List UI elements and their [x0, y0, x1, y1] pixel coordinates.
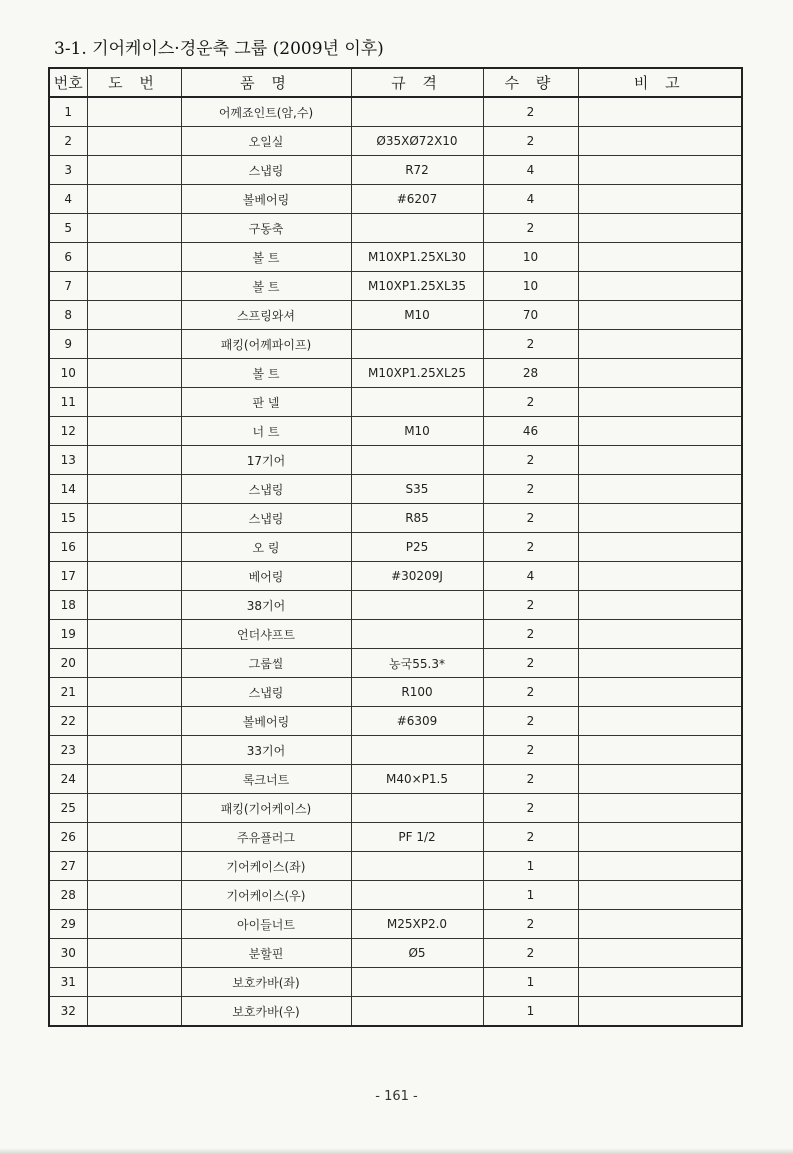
cell-spec [351, 330, 483, 359]
cell-part-name: 기어케이스(우) [181, 881, 351, 910]
cell-spec [351, 997, 483, 1027]
cell-spec: M10 [351, 301, 483, 330]
cell-spec: M10XP1.25XL35 [351, 272, 483, 301]
cell-qty: 2 [483, 504, 578, 533]
cell-qty: 10 [483, 272, 578, 301]
cell-no: 8 [49, 301, 87, 330]
cell-spec: S35 [351, 475, 483, 504]
cell-qty: 2 [483, 446, 578, 475]
cell-remarks [578, 185, 742, 214]
cell-spec: M10XP1.25XL30 [351, 243, 483, 272]
table-header-row [49, 68, 742, 97]
cell-qty: 2 [483, 330, 578, 359]
cell-spec: M10 [351, 417, 483, 446]
cell-spec [351, 446, 483, 475]
cell-qty: 1 [483, 968, 578, 997]
cell-remarks [578, 736, 742, 765]
cell-remarks [578, 127, 742, 156]
cell-spec: Ø5 [351, 939, 483, 968]
cell-spec: #30209J [351, 562, 483, 591]
cell-drawing-no [87, 794, 181, 823]
table-row [49, 678, 742, 707]
cell-spec [351, 388, 483, 417]
cell-drawing-no [87, 997, 181, 1027]
page-title: 3-1. 기어케이스·경운축 그룹 (2009년 이후) [54, 39, 384, 59]
cell-remarks [578, 301, 742, 330]
header-spec: 규 격 [351, 68, 483, 97]
cell-qty: 2 [483, 649, 578, 678]
cell-drawing-no [87, 939, 181, 968]
cell-drawing-no [87, 243, 181, 272]
table-row [49, 127, 742, 156]
cell-spec: Ø35XØ72X10 [351, 127, 483, 156]
cell-drawing-no [87, 881, 181, 910]
header-remarks: 비 고 [578, 68, 742, 97]
cell-part-name: 스냅링 [181, 156, 351, 185]
cell-spec [351, 881, 483, 910]
table-row [49, 97, 742, 127]
cell-part-name: 록크너트 [181, 765, 351, 794]
cell-remarks [578, 881, 742, 910]
cell-qty: 1 [483, 881, 578, 910]
cell-drawing-no [87, 185, 181, 214]
cell-qty: 2 [483, 939, 578, 968]
cell-part-name: 베어링 [181, 562, 351, 591]
table-row [49, 910, 742, 939]
cell-qty: 2 [483, 707, 578, 736]
cell-part-name: 오일실 [181, 127, 351, 156]
cell-remarks [578, 533, 742, 562]
table-row [49, 794, 742, 823]
table-row [49, 533, 742, 562]
cell-remarks [578, 910, 742, 939]
cell-qty: 2 [483, 475, 578, 504]
cell-spec [351, 794, 483, 823]
cell-remarks [578, 388, 742, 417]
cell-drawing-no [87, 301, 181, 330]
cell-part-name: 판 넬 [181, 388, 351, 417]
cell-part-name: 스냅링 [181, 504, 351, 533]
cell-no: 4 [49, 185, 87, 214]
table-row [49, 301, 742, 330]
cell-part-name: 스프링와셔 [181, 301, 351, 330]
cell-spec [351, 620, 483, 649]
cell-spec: R100 [351, 678, 483, 707]
cell-remarks [578, 620, 742, 649]
table-row [49, 562, 742, 591]
table-row [49, 330, 742, 359]
table-row [49, 881, 742, 910]
header-drawing-no: 도 번 [87, 68, 181, 97]
table-row [49, 591, 742, 620]
table-row [49, 359, 742, 388]
cell-no: 5 [49, 214, 87, 243]
cell-part-name: 너 트 [181, 417, 351, 446]
cell-drawing-no [87, 359, 181, 388]
cell-drawing-no [87, 504, 181, 533]
cell-remarks [578, 475, 742, 504]
cell-part-name: 보호카바(우) [181, 997, 351, 1027]
cell-no: 6 [49, 243, 87, 272]
cell-remarks [578, 272, 742, 301]
cell-no: 10 [49, 359, 87, 388]
cell-remarks [578, 794, 742, 823]
cell-no: 15 [49, 504, 87, 533]
table-row [49, 765, 742, 794]
header-no: 번호 [49, 68, 87, 97]
cell-spec: R85 [351, 504, 483, 533]
cell-spec: PF 1/2 [351, 823, 483, 852]
cell-qty: 2 [483, 794, 578, 823]
cell-part-name: 보호카바(좌) [181, 968, 351, 997]
cell-remarks [578, 765, 742, 794]
cell-spec: M40×P1.5 [351, 765, 483, 794]
cell-remarks [578, 97, 742, 127]
table-row [49, 939, 742, 968]
cell-drawing-no [87, 562, 181, 591]
cell-part-name: 기어케이스(좌) [181, 852, 351, 881]
table-row [49, 620, 742, 649]
cell-no: 19 [49, 620, 87, 649]
cell-drawing-no [87, 649, 181, 678]
table-row [49, 214, 742, 243]
cell-qty: 70 [483, 301, 578, 330]
cell-part-name: 볼 트 [181, 359, 351, 388]
cell-remarks [578, 417, 742, 446]
cell-qty: 2 [483, 910, 578, 939]
cell-drawing-no [87, 707, 181, 736]
cell-drawing-no [87, 97, 181, 127]
cell-qty: 10 [483, 243, 578, 272]
cell-drawing-no [87, 330, 181, 359]
cell-part-name: 오 링 [181, 533, 351, 562]
cell-remarks [578, 707, 742, 736]
cell-no: 22 [49, 707, 87, 736]
cell-no: 18 [49, 591, 87, 620]
table-row [49, 417, 742, 446]
cell-part-name: 어께죠인트(암,수) [181, 97, 351, 127]
cell-no: 11 [49, 388, 87, 417]
cell-remarks [578, 939, 742, 968]
table-row [49, 243, 742, 272]
table-body [49, 97, 742, 1026]
cell-part-name: 아이들너트 [181, 910, 351, 939]
cell-drawing-no [87, 533, 181, 562]
cell-remarks [578, 649, 742, 678]
cell-qty: 2 [483, 97, 578, 127]
cell-qty: 2 [483, 620, 578, 649]
cell-no: 24 [49, 765, 87, 794]
cell-spec [351, 97, 483, 127]
cell-remarks [578, 852, 742, 881]
cell-qty: 4 [483, 562, 578, 591]
header-part-name: 품 명 [181, 68, 351, 97]
table-row [49, 156, 742, 185]
cell-remarks [578, 330, 742, 359]
cell-no: 30 [49, 939, 87, 968]
cell-remarks [578, 968, 742, 997]
cell-remarks [578, 591, 742, 620]
cell-no: 14 [49, 475, 87, 504]
cell-drawing-no [87, 678, 181, 707]
cell-qty: 2 [483, 678, 578, 707]
cell-qty: 1 [483, 852, 578, 881]
cell-drawing-no [87, 910, 181, 939]
cell-part-name: 패킹(기어케이스) [181, 794, 351, 823]
cell-drawing-no [87, 127, 181, 156]
table-row [49, 852, 742, 881]
cell-spec: M10XP1.25XL25 [351, 359, 483, 388]
cell-spec: P25 [351, 533, 483, 562]
cell-part-name: 스냅링 [181, 475, 351, 504]
cell-part-name: 볼 트 [181, 272, 351, 301]
cell-no: 1 [49, 97, 87, 127]
cell-spec [351, 852, 483, 881]
table-row [49, 475, 742, 504]
cell-drawing-no [87, 968, 181, 997]
cell-no: 26 [49, 823, 87, 852]
table-row [49, 707, 742, 736]
cell-part-name: 17기어 [181, 446, 351, 475]
cell-part-name: 그룹씰 [181, 649, 351, 678]
cell-qty: 2 [483, 533, 578, 562]
cell-part-name: 볼베어링 [181, 185, 351, 214]
cell-drawing-no [87, 475, 181, 504]
cell-drawing-no [87, 446, 181, 475]
cell-part-name: 33기어 [181, 736, 351, 765]
cell-spec [351, 591, 483, 620]
cell-remarks [578, 214, 742, 243]
cell-spec: #6207 [351, 185, 483, 214]
cell-drawing-no [87, 417, 181, 446]
cell-no: 31 [49, 968, 87, 997]
cell-drawing-no [87, 823, 181, 852]
table-row [49, 997, 742, 1027]
cell-part-name: 패킹(어께파이프) [181, 330, 351, 359]
cell-qty: 2 [483, 388, 578, 417]
cell-no: 17 [49, 562, 87, 591]
table-row [49, 388, 742, 417]
cell-qty: 2 [483, 591, 578, 620]
cell-drawing-no [87, 852, 181, 881]
cell-spec [351, 736, 483, 765]
cell-spec: #6309 [351, 707, 483, 736]
cell-spec: M25XP2.0 [351, 910, 483, 939]
table-row [49, 823, 742, 852]
cell-no: 2 [49, 127, 87, 156]
table-row [49, 446, 742, 475]
cell-no: 16 [49, 533, 87, 562]
cell-part-name: 주유플러그 [181, 823, 351, 852]
cell-qty: 2 [483, 765, 578, 794]
cell-qty: 2 [483, 127, 578, 156]
cell-qty: 1 [483, 997, 578, 1027]
cell-qty: 2 [483, 214, 578, 243]
cell-remarks [578, 359, 742, 388]
cell-no: 27 [49, 852, 87, 881]
cell-part-name: 볼베어링 [181, 707, 351, 736]
cell-no: 9 [49, 330, 87, 359]
page-number: - 161 - [375, 1089, 418, 1104]
header-qty: 수 량 [483, 68, 578, 97]
parts-table [48, 67, 743, 1027]
cell-qty: 2 [483, 736, 578, 765]
cell-part-name: 38기어 [181, 591, 351, 620]
cell-part-name: 분할핀 [181, 939, 351, 968]
cell-no: 20 [49, 649, 87, 678]
cell-remarks [578, 562, 742, 591]
cell-remarks [578, 156, 742, 185]
table-row [49, 272, 742, 301]
cell-qty: 4 [483, 156, 578, 185]
cell-remarks [578, 446, 742, 475]
cell-drawing-no [87, 388, 181, 417]
cell-qty: 4 [483, 185, 578, 214]
cell-no: 32 [49, 997, 87, 1027]
table-row [49, 736, 742, 765]
cell-drawing-no [87, 736, 181, 765]
cell-remarks [578, 243, 742, 272]
cell-no: 13 [49, 446, 87, 475]
cell-spec [351, 214, 483, 243]
cell-qty: 28 [483, 359, 578, 388]
cell-drawing-no [87, 272, 181, 301]
cell-qty: 46 [483, 417, 578, 446]
cell-qty: 2 [483, 823, 578, 852]
cell-remarks [578, 997, 742, 1027]
scan-edge [0, 1148, 793, 1154]
cell-no: 7 [49, 272, 87, 301]
cell-remarks [578, 504, 742, 533]
cell-no: 29 [49, 910, 87, 939]
table-row [49, 649, 742, 678]
cell-part-name: 구동축 [181, 214, 351, 243]
cell-spec [351, 968, 483, 997]
cell-no: 3 [49, 156, 87, 185]
cell-remarks [578, 678, 742, 707]
cell-no: 23 [49, 736, 87, 765]
cell-no: 21 [49, 678, 87, 707]
table-row [49, 504, 742, 533]
cell-drawing-no [87, 765, 181, 794]
cell-drawing-no [87, 156, 181, 185]
cell-spec: R72 [351, 156, 483, 185]
table-row [49, 968, 742, 997]
cell-drawing-no [87, 620, 181, 649]
cell-spec: 농국55.3* [351, 649, 483, 678]
cell-part-name: 스냅링 [181, 678, 351, 707]
cell-no: 12 [49, 417, 87, 446]
cell-no: 25 [49, 794, 87, 823]
cell-drawing-no [87, 214, 181, 243]
table-row [49, 185, 742, 214]
cell-remarks [578, 823, 742, 852]
cell-part-name: 볼 트 [181, 243, 351, 272]
cell-drawing-no [87, 591, 181, 620]
cell-no: 28 [49, 881, 87, 910]
cell-part-name: 언더샤프트 [181, 620, 351, 649]
